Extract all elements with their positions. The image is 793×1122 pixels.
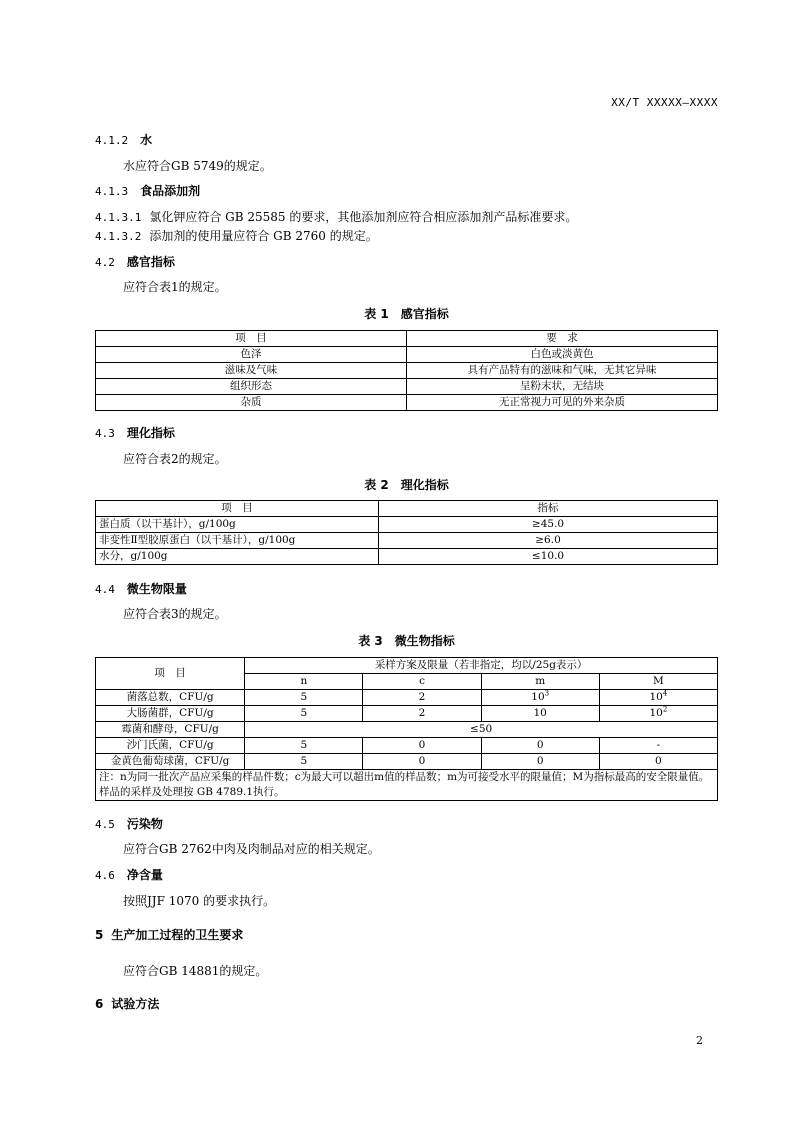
header-indicator: 指标 [379, 501, 718, 517]
clause-4-1-3-2 [95, 227, 378, 244]
section-4-2-heading [95, 253, 175, 270]
table-cell: 霉菌和酵母，CFU/g [96, 722, 245, 738]
value-exponent: 4 [662, 689, 668, 698]
chapter-6-heading [95, 995, 159, 1012]
chapter-number: 6 [95, 997, 104, 1011]
page-number: 2 [696, 1034, 703, 1047]
chapter-5-text: 应符合GB 14881的规定。 [123, 964, 268, 978]
table-cell: ≥45.0 [379, 517, 718, 533]
section-number: 4.3 [95, 427, 115, 440]
table-cell: 2 [363, 690, 481, 706]
section-4-1-2-text: 水应符合GB 5749的规定。 [123, 159, 272, 173]
value-base: 10 [533, 707, 547, 719]
clause-4-1-3-1 [95, 208, 577, 225]
table-3-caption: 表 3 微生物指标 [358, 634, 455, 648]
table-cell: ≤50 [245, 722, 718, 738]
section-4-6-heading [95, 866, 163, 883]
table-row [96, 395, 718, 411]
section-4-5-text: 应符合GB 2762中肉及肉制品对应的相关规定。 [123, 842, 380, 856]
table-cell: 具有产品特有的滋味和气味，无其它异味 [407, 363, 718, 379]
table-row [96, 706, 718, 722]
section-number: 4.2 [95, 256, 115, 269]
table-row [96, 754, 718, 770]
table-2-physicochemical [95, 500, 718, 565]
section-title: 净含量 [126, 868, 163, 882]
table-cell: 0 [363, 738, 481, 754]
table-row [96, 347, 718, 363]
table-cell: 无正常视力可见的外来杂质 [407, 395, 718, 411]
section-4-3-heading [95, 424, 175, 441]
section-4-4-heading [95, 580, 187, 597]
table-cell: 2 [363, 706, 481, 722]
table-row [96, 533, 718, 549]
table-cell: 水分，g/100g [96, 549, 379, 565]
section-title: 微生物限量 [126, 582, 187, 596]
table-row [96, 363, 718, 379]
table-note: 注：n为同一批次产品应采集的样品件数；c为最大可以超出m值的样品数；m为可接受水平的限量值；M为指标最高的安全限量值。样品的采样及处理按 GB 4789.1执行。 [96, 770, 718, 801]
clause-text: 氯化钾应符合 GB 25585 的要求，其他添加剂应符合相应添加剂产品标准要求。 [149, 210, 578, 224]
value-exponent: 2 [662, 705, 668, 714]
section-title: 污染物 [126, 817, 163, 831]
section-number: 4.1.3 [95, 185, 129, 198]
table-cell: 杂质 [96, 395, 407, 411]
chapter-number: 5 [95, 928, 104, 942]
table-cell [481, 706, 599, 722]
table-cell: 0 [481, 738, 599, 754]
section-4-6-text: 按照JJF 1070 的要求执行。 [123, 894, 276, 908]
table-cell: 白色或淡黄色 [407, 347, 718, 363]
header-M: M [599, 674, 717, 690]
header-requirement: 要 求 [407, 331, 718, 347]
table-header-row [96, 331, 718, 347]
value-base: 10 [649, 691, 663, 703]
header-n: n [245, 674, 363, 690]
document-code: XX/T XXXXX—XXXX [611, 96, 718, 109]
table-cell: 金黄色葡萄球菌，CFU/g [96, 754, 245, 770]
chapter-title: 试验方法 [111, 997, 160, 1011]
section-title: 水 [140, 133, 153, 147]
table-cell: 呈粉末状，无结块 [407, 379, 718, 395]
table-row [96, 379, 718, 395]
table-cell [599, 690, 717, 706]
table-header-row [96, 658, 718, 674]
section-title: 理化指标 [126, 426, 175, 440]
table-1-caption: 表 1 感官指标 [364, 307, 449, 321]
section-number: 4.6 [95, 869, 115, 882]
table-cell: 色泽 [96, 347, 407, 363]
clause-number: 4.1.3.2 [95, 230, 142, 243]
value-base: 10 [531, 691, 545, 703]
table-cell: 菌落总数，CFU/g [96, 690, 245, 706]
chapter-5-heading [95, 926, 243, 943]
value-exponent: 3 [544, 689, 550, 698]
table-note-row [96, 770, 718, 801]
section-4-5-heading [95, 815, 163, 832]
section-title: 感官指标 [126, 255, 175, 269]
header-item: 项 目 [96, 501, 379, 517]
table-cell: 0 [363, 754, 481, 770]
table-cell: 大肠菌群，CFU/g [96, 706, 245, 722]
section-number: 4.5 [95, 818, 115, 831]
table-row [96, 738, 718, 754]
clause-text: 添加剂的使用量应符合 GB 2760 的规定。 [149, 229, 378, 243]
section-4-4-text: 应符合表3的规定。 [123, 607, 227, 621]
section-4-1-3-heading [95, 182, 200, 199]
table-cell: 非变性Ⅱ型胶原蛋白（以干基计），g/100g [96, 533, 379, 549]
header-c: c [363, 674, 481, 690]
table-cell: 滋味及气味 [96, 363, 407, 379]
table-2-caption: 表 2 理化指标 [364, 478, 449, 492]
section-number: 4.4 [95, 583, 115, 596]
section-4-2-text: 应符合表1的规定。 [123, 280, 227, 294]
chapter-title: 生产加工过程的卫生要求 [111, 928, 244, 942]
section-title: 食品添加剂 [140, 184, 201, 198]
header-item: 项 目 [96, 658, 245, 690]
table-cell: 0 [599, 754, 717, 770]
section-4-1-2-heading [95, 131, 152, 148]
header-item: 项 目 [96, 331, 407, 347]
table-cell: 5 [245, 738, 363, 754]
table-cell: 5 [245, 754, 363, 770]
table-header-row [96, 501, 718, 517]
table-row [96, 722, 718, 738]
table-cell: 沙门氏菌，CFU/g [96, 738, 245, 754]
table-3-microbiological [95, 657, 718, 801]
table-cell: 5 [245, 690, 363, 706]
table-cell: 蛋白质（以干基计），g/100g [96, 517, 379, 533]
table-cell: ≥6.0 [379, 533, 718, 549]
table-cell: 5 [245, 706, 363, 722]
clause-number: 4.1.3.1 [95, 211, 142, 224]
table-row [96, 517, 718, 533]
header-m: m [481, 674, 599, 690]
table-cell [599, 706, 717, 722]
table-row [96, 549, 718, 565]
table-cell: 组织形态 [96, 379, 407, 395]
table-cell: 0 [481, 754, 599, 770]
header-sampling-plan: 采样方案及限量（若非指定，均以/25g表示） [245, 658, 718, 674]
table-cell [481, 690, 599, 706]
value-base: 10 [649, 707, 663, 719]
section-number: 4.1.2 [95, 134, 129, 147]
table-cell: ≤10.0 [379, 549, 718, 565]
table-1-sensory [95, 330, 718, 411]
table-row [96, 690, 718, 706]
section-4-3-text: 应符合表2的规定。 [123, 452, 227, 466]
table-cell: - [599, 738, 717, 754]
